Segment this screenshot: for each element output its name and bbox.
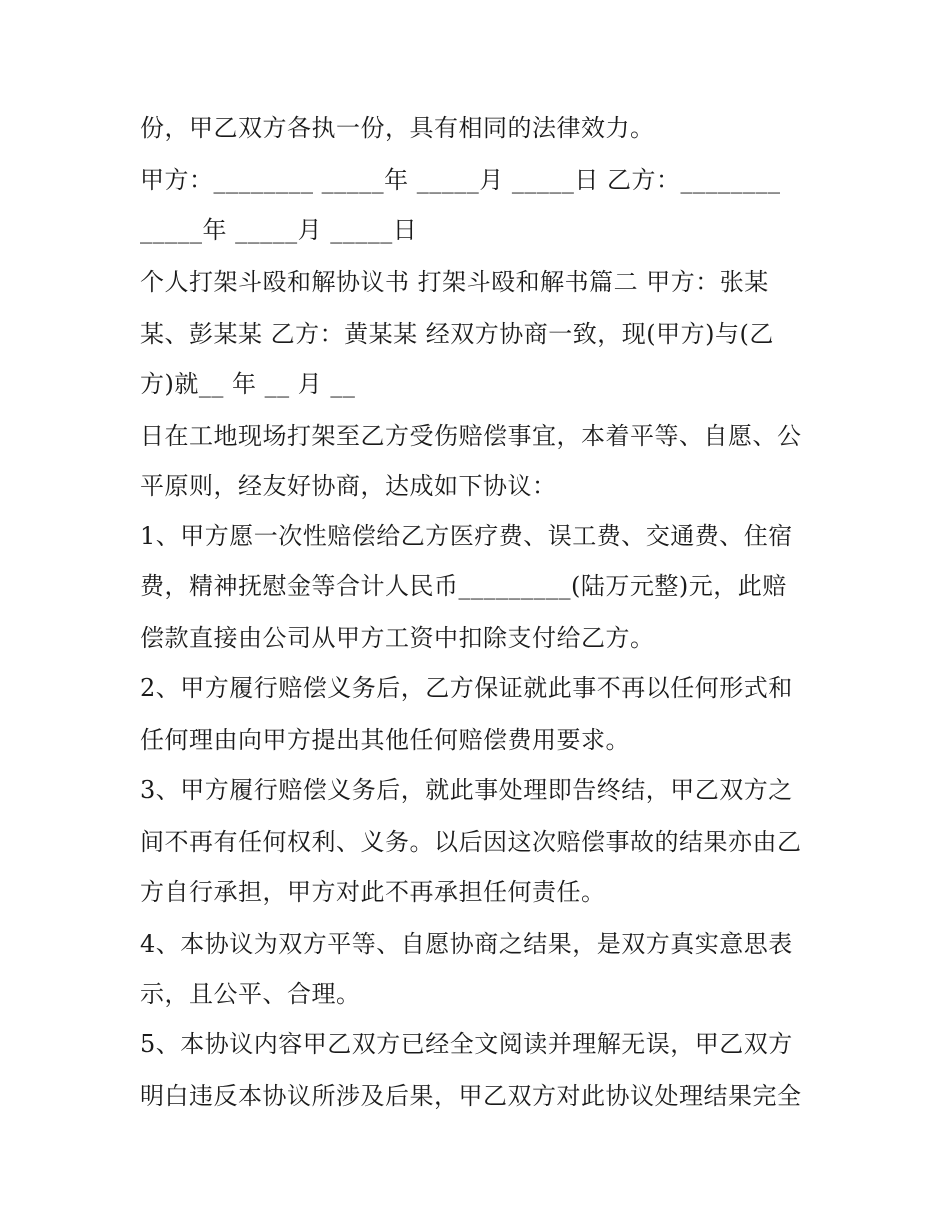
text-line: 示，且公平、合理。 [140,980,361,1008]
text-line: 3、甲方履行赔偿义务后，就此事处理即告终结，甲乙双方之 [140,776,793,804]
text-line: 任何理由向甲方提出其他任何赔偿费用要求。 [140,726,630,754]
text-line: 4、本协议为双方平等、自愿协商之结果，是双方真实意思表 [140,930,793,958]
text-line: 某、彭某某 乙方：黄某某 经双方协商一致，现(甲方)与(乙 [140,320,774,348]
text-line: 偿款直接由公司从甲方工资中扣除支付给乙方。 [140,624,655,652]
text-line: 个人打架斗殴和解协议书 打架斗殴和解书篇二 甲方：张某 [140,268,769,296]
text-line: 日在工地现场打架至乙方受伤赔偿事宜，本着平等、自愿、公 [140,422,802,450]
text-line: 平原则，经友好协商，达成如下协议： [140,472,557,500]
text-line: 方自行承担，甲方对此不再承担任何责任。 [140,878,606,906]
text-line: 甲方：________ _____年 _____月 _____日 乙方：________ [140,166,781,194]
text-line: _____年 _____月 _____日 [140,216,418,244]
text-line: 费，精神抚慰金等合计人民币_________(陆万元整)元，此赔 [140,572,787,600]
text-line: 1、甲方愿一次性赔偿给乙方医疗费、误工费、交通费、住宿 [140,522,793,550]
text-line: 方)就__ 年 __ 月 __ [140,370,356,398]
text-line: 5、本协议内容甲乙双方已经全文阅读并理解无误，甲乙双方 [140,1030,793,1058]
text-line: 2、甲方履行赔偿义务后，乙方保证就此事不再以任何形式和 [140,674,793,702]
text-line: 份，甲乙双方各执一份，具有相同的法律效力。 [140,114,655,142]
text-line: 明白违反本协议所涉及后果，甲乙双方对此协议处理结果完全 [140,1082,802,1110]
text-line: 间不再有任何权利、义务。以后因这次赔偿事故的结果亦由乙 [140,828,802,856]
